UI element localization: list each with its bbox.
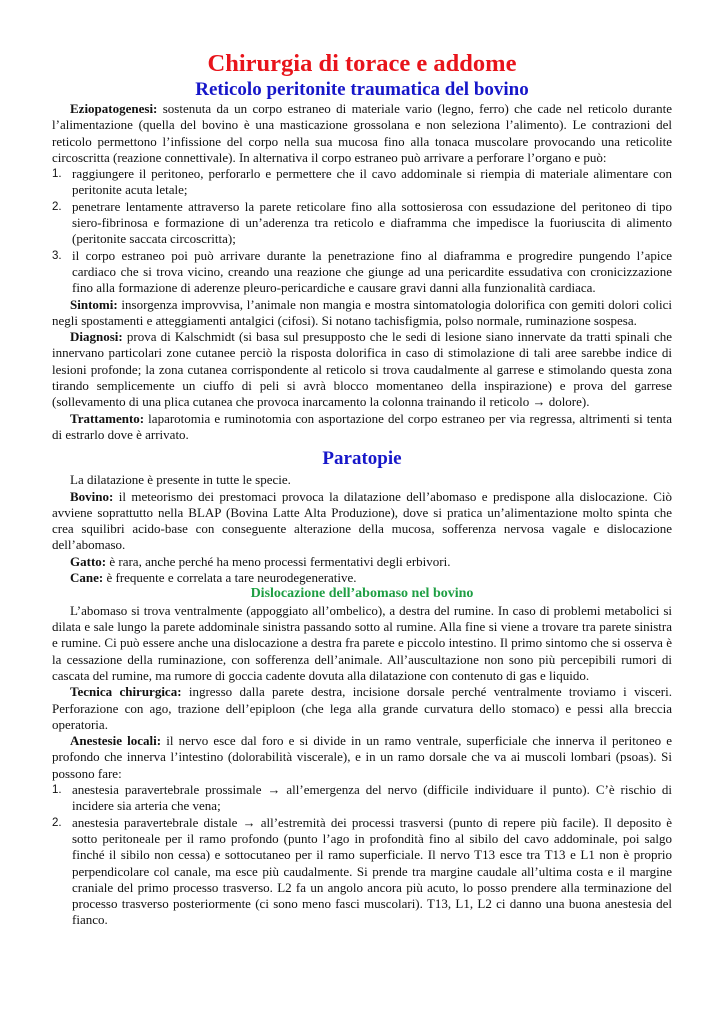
text-bovino: il meteorismo dei prestomaci provoca la dilatazione dell’abomaso e predispone alla dislocazione. Ciò avviene soprattutto nella BLAP (Bovina Latte Alta Produzione), dove si pratica un’alimentazione molto spinta che crea squilibri acido-base con conseguente alterazione della mucosa, sofferenza nervosa vagale e dislocazione dell’abomaso. bbox=[52, 488, 672, 553]
list-number: 2. bbox=[52, 200, 62, 213]
list-item bbox=[52, 248, 672, 297]
paragraph-tecnica bbox=[52, 684, 672, 733]
label-eziopatogenesi: Eziopatogenesi: bbox=[70, 101, 158, 116]
list-number: 2. bbox=[52, 816, 62, 829]
label-trattamento: Trattamento: bbox=[70, 410, 145, 426]
paragraph-bovino bbox=[52, 489, 672, 554]
paragraph-eziopatogenesi bbox=[52, 101, 672, 166]
document-title: Chirurgia di torace e addome bbox=[207, 50, 517, 77]
list-item bbox=[52, 782, 672, 815]
paragraph-sintomi bbox=[52, 297, 672, 330]
text-sintomi: insorgenza improvvisa, l’animale non mangia e mostra sintomatologia dolorifica con gemiti dolori colici negli spostamenti e atteggiamenti antalgici (cifosi). Si notano tachisfigmia, polso normale, ruminazione sospesa. bbox=[52, 296, 672, 328]
list-text: penetrare lentamente attraverso la parete reticolare fino alla sottosierosa con essudazione del peritoneo di tipo siero-fibrinosa e formazione di un’aderenza tra reticolo e diaframma che impedisce la fuoriuscita di alimento (peritonite saccata circoscritta); bbox=[72, 198, 672, 247]
text-cane: è frequente e correlata a tare neurodegenerative. bbox=[103, 570, 357, 586]
paragraph-diagnosi bbox=[52, 329, 672, 410]
list-perforazione bbox=[52, 166, 672, 296]
section-heading-paratopie: Paratopie bbox=[322, 448, 402, 470]
label-cane: Cane: bbox=[70, 570, 104, 586]
text-anestesie: il nervo esce dal foro e si divide in un ramo ventrale, superficiale che innerva il peritoneo e profondo che innerva l’intestino (dolorabilità viscerale), e in un ramo dorsale che va ai muscoli lombari (psoas). Si possono fare: bbox=[52, 733, 673, 781]
section-heading-reticolo: Reticolo peritonite traumatica del bovino bbox=[195, 79, 529, 100]
text-eziopatogenesi: sostenuta da un corpo estraneo di materiale vario (legno, ferro) che cade nel reticolo durante l’alimentazione (quella del bovino è una masticazione grossolana e non seleziona l’alimento). Le contrazioni del reticolo permettono l’infissione del corpo nella sua mucosa fino alla tonaca muscolare provocando una reticolite circoscritta (reazione connettivale). In alternativa il corpo estraneo può arrivare a perforare l’organo e può: bbox=[52, 101, 672, 165]
label-anestesie: Anestesie locali: bbox=[70, 733, 162, 749]
text-diagnosi: prova di Kalschmidt (si basa sul presupposto che le sedi di lesione siano innervate da tratti spinali che innervano particolari zone cutanee perciò la risposta dolorifica in caso di stimolazione di tali aree sarebbe indice di lesioni profonde; la zona cutanea corrispondente al reticolo si trova caudalmente al garrese e stimolando questa zona tirando semplicemente un ciuffo di peli si avrà blocco momentaneo della inspirazione) e prova del garrese (sollevamento di una plica cutanea che provoca inarcamento la colonna trainando il reticolo → dolore). bbox=[52, 329, 672, 410]
paragraph-intro: La dilatazione è presente in tutte le specie. bbox=[70, 472, 291, 488]
list-number: 1. bbox=[52, 168, 62, 181]
list-anestesie bbox=[52, 782, 672, 929]
subheading-dislocazione: Dislocazione dell’abomaso nel bovino bbox=[250, 586, 474, 602]
list-number: 3. bbox=[52, 249, 62, 262]
label-gatto: Gatto: bbox=[70, 553, 107, 569]
list-text: il corpo estraneo poi può arrivare durante la penetrazione fino al diaframma e progredire pungendo l’apice cardiaco che si trova vicino, creando una reazione che giunge ad una pericardite essudativa con cronicizzazione fino alla formazione di aderenze pleuro-pericardiche e causare gravi danni alla funzionalità cardiaca. bbox=[72, 247, 672, 296]
text-trattamento: laparotomia e ruminotomia con asportazione del corpo estraneo per via regressa, altrimenti si tenta di estrarlo dove è arrivato. bbox=[52, 410, 672, 442]
list-text: raggiungere il peritoneo, perforarlo e permettere che il cavo addominale si riempia di materiale alimentare con peritonite acuta letale; bbox=[72, 166, 672, 198]
paragraph-gatto bbox=[52, 554, 672, 570]
text-gatto: è rara, anche perché ha meno processi fermentativi degli erbivori. bbox=[106, 553, 451, 569]
label-diagnosi: Diagnosi: bbox=[70, 329, 123, 345]
text-tecnica: ingresso dalla parete destra, incisione dorsale perché ventralmente troviamo i visceri. Perforazione con ago, trazione dell’epiploon (che lega alla grande curvatura dello stomaco) e pessi alla breccia operatoria. bbox=[52, 684, 672, 732]
list-number: 1. bbox=[52, 784, 62, 797]
list-item bbox=[52, 166, 672, 199]
label-tecnica: Tecnica chirurgica: bbox=[70, 684, 182, 700]
list-item bbox=[52, 815, 672, 929]
paragraph-dislocazione: L’abomaso si trova ventralmente (appoggiato all’ombelico), a destra del rumine. In caso di problemi metabolici si dilata e sale lungo la parete addominale sinistra passando sotto al rumine. Alla fine si viene a trovare tra parete sinistra e rumine. Ci può essere anche una dislocazione a destra fra parete e piccolo intestino. Il primo sintomo che si osserva è la cessazione della ruminazione, con sofferenza dell’animale. All’auscultazione non sono più percepibili rumori di cascata del rumine, ma rumore di goccia cadente dovuta alla dilatazione con contenuto di gas e liquido. bbox=[52, 602, 672, 683]
list-text: anestesia paravertebrale prossimale → all’emergenza del nervo (difficile individuare il punto). C’è rischio di incidere sia arteria che vena; bbox=[72, 782, 672, 814]
paragraph-cane bbox=[52, 570, 672, 586]
paragraph-trattamento bbox=[52, 411, 672, 444]
label-bovino: Bovino: bbox=[70, 488, 114, 504]
list-text: anestesia paravertebrale distale → all’estremità dei processi trasversi (punto di repere più facile). Il deposito è sotto peritoneale per il ramo profondo (punto l’ago in profondità fino al sibilo del cavo addominale, poi salgo finché il sibilo non cessa) e sottocutaneo per il ramo superficiale. Il nervo T13 esce tra T13 e L1 non è proprio perpendicolare col canale, ma esce più caudalmente. Si prende tra margine caudale all’ultima costa e il margine craniale del primo processo trasverso. L2 fa un angolo ancora più acuto, lo posso prendere alla terminazione del processo trasverso posteriormente (ci sono meno fasci muscolari). T13, L1, L2 ci danno una buona anestesia del fianco. bbox=[72, 814, 672, 928]
paragraph-anestesie bbox=[52, 733, 672, 782]
list-item bbox=[52, 199, 672, 248]
label-sintomi: Sintomi: bbox=[70, 296, 118, 312]
